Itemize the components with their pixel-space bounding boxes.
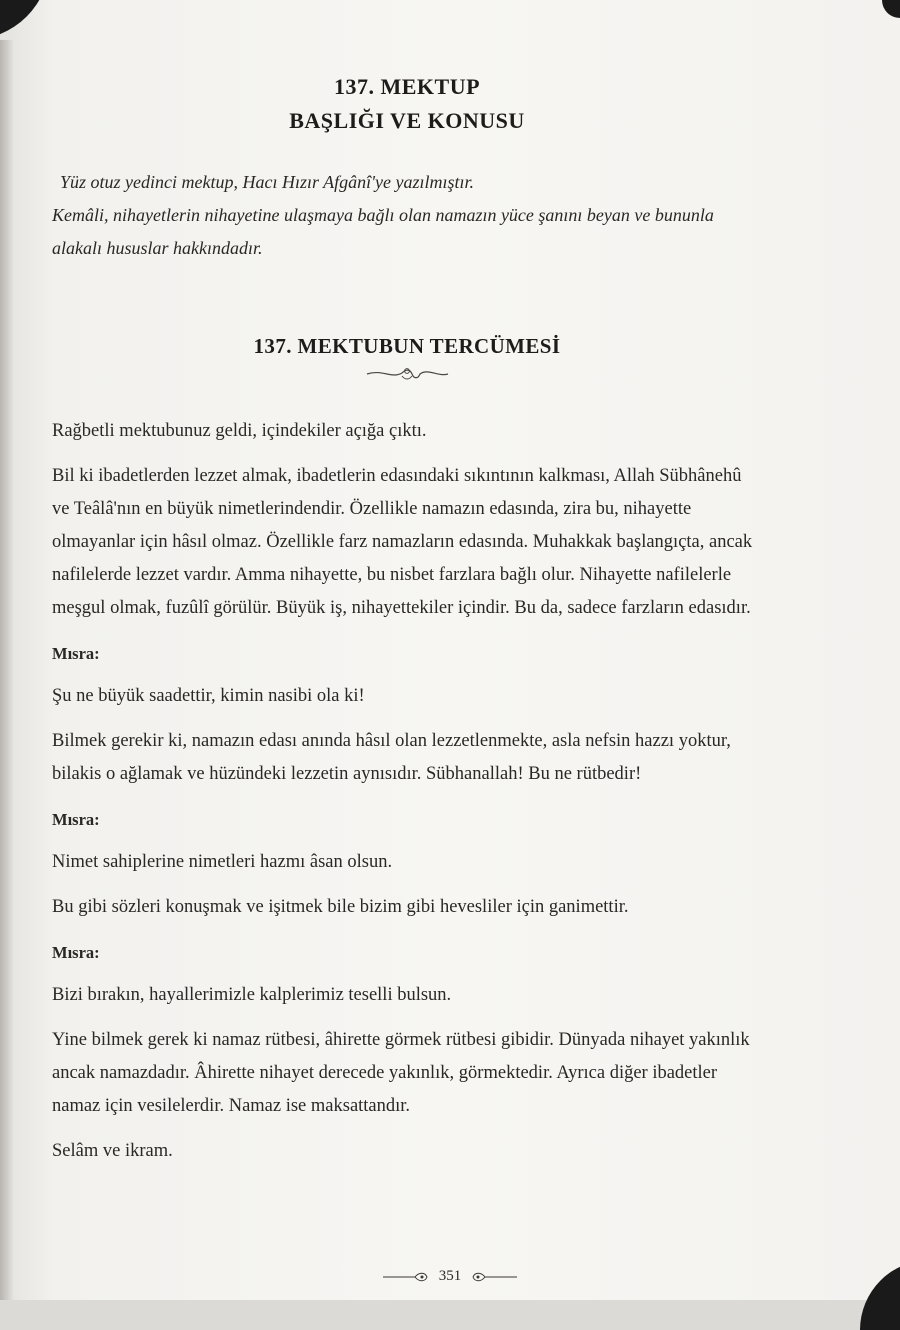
paragraph-5: Yine bilmek gerek ki namaz rütbesi, âhirette görmek rütbesi gibidir. Dünyada nihayet yakınlık ancak namazdadır. Âhirette nihayet derecede yakınlık, görmektedir. Ayrıca diğer ibadetler namaz için vesilelerdir. Namaz ise maksattandır. bbox=[52, 1030, 750, 1116]
letter-title bbox=[52, 70, 762, 138]
letter-summary bbox=[52, 166, 762, 265]
page-footer bbox=[0, 1268, 900, 1285]
summary-line1: Yüz otuz yedinci mektup, Hacı Hızır Afgânî'ye yazılmıştır. bbox=[60, 172, 474, 192]
verse-label-1: Mısra: bbox=[52, 644, 100, 663]
letter-title-line1: 137. MEKTUP bbox=[333, 74, 481, 99]
paragraph-1: Rağbetli mektubunuz geldi, içindekiler açığa çıktı. bbox=[52, 421, 427, 441]
verse-1: Şu ne büyük saadettir, kimin nasibi ola ki! bbox=[52, 686, 365, 706]
verse-label-2: Mısra: bbox=[52, 810, 100, 829]
dark-corner-top-right bbox=[882, 0, 900, 18]
paragraph-4: Bu gibi sözleri konuşmak ve işitmek bile bizim gibi hevesliler için ganimettir. bbox=[52, 897, 629, 917]
footer-ornament-right-icon bbox=[471, 1271, 517, 1283]
closing-line: Selâm ve ikram. bbox=[52, 1141, 173, 1161]
letter-title-line2: BAŞLIĞI VE KONUSU bbox=[289, 108, 525, 133]
page-content bbox=[52, 70, 762, 1180]
dark-corner-top-left bbox=[0, 0, 50, 40]
ornament-divider-icon bbox=[362, 365, 452, 383]
verse-3: Bizi bırakın, hayallerimizle kalplerimiz teselli bulsun. bbox=[52, 985, 452, 1005]
summary-line2: Kemâli, nihayetlerin nihayetine ulaşmaya bağlı olan namazın yüce şanını beyan ve bununla alakalı hususlar hakkındadır. bbox=[52, 205, 714, 258]
verse-label-3: Mısra: bbox=[52, 943, 100, 962]
page-gutter-shadow bbox=[0, 40, 14, 1300]
letter-body bbox=[52, 415, 762, 1168]
paragraph-2: Bil ki ibadetlerden lezzet almak, ibadetlerin edasındaki sıkıntının kalkması, Allah Sübhânehû ve Teâlâ'nın en büyük nimetlerindendir. Özellikle namazın edasında, zira bu, nihayette olmayanlar için hâsıl olmaz. Özellikle farz namazların edasında. Muhakkak başlangıçta, ancak nafilelerde lezzet vardır. Amma nihayette, bu nisbet farzlara bağlı olur. Nihayette nafilelerle meşgul olmak, fuzûlî görülür. Büyük iş, nihayettekiler içindir. Bu da, sadece farzların edasıdır. bbox=[52, 466, 753, 618]
paragraph-3: Bilmek gerekir ki, namazın edası anında hâsıl olan lezzetlenmekte, asla nefsin hazzı yoktur, bilakis o ağlamak ve hüzündeki lezzetin aynısıdır. Sübhanallah! Bu ne rütbedir! bbox=[52, 731, 731, 784]
verse-2: Nimet sahiplerine nimetleri hazmı âsan olsun. bbox=[52, 852, 393, 872]
footer-ornament-left-icon bbox=[383, 1271, 429, 1283]
section-title: 137. MEKTUBUN TERCÜMESİ bbox=[253, 334, 561, 358]
page-number: 351 bbox=[438, 1268, 462, 1285]
